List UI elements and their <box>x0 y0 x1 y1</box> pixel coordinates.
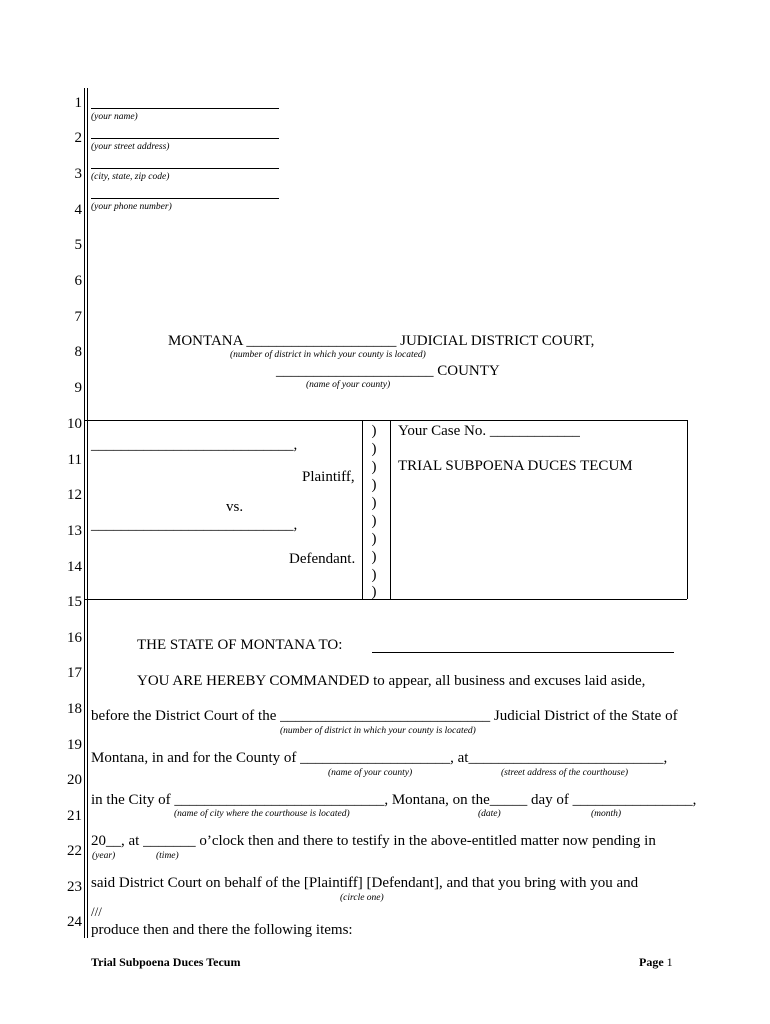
date-note: (date) <box>478 809 501 819</box>
line-number: 2 <box>74 130 82 146</box>
caption-paren: ) <box>371 423 377 439</box>
phone-line <box>91 198 279 199</box>
line-number: 10 <box>67 416 82 432</box>
city-line <box>91 168 279 169</box>
time-line: 20__, at _______ o’clock then and there to testify in the above-entitled matter now pending in <box>91 833 656 849</box>
phone-note: (your phone number) <box>91 202 172 212</box>
line-number: 19 <box>67 737 82 753</box>
line-number: 5 <box>74 237 82 253</box>
page-label: Page <box>639 955 664 969</box>
party-line: said District Court on behalf of the [Plaintiff] [Defendant], and that you bring with you and <box>91 875 639 891</box>
county-line: Montana, in and for the County of ____________________, at__________________________, <box>91 750 668 766</box>
caption-paren: ) <box>371 477 377 493</box>
line-number: 21 <box>67 808 82 824</box>
caption-paren: ) <box>371 549 377 565</box>
plaintiff-blank: ___________________________, <box>91 437 298 453</box>
line-number: 9 <box>74 380 82 396</box>
line-number: 17 <box>67 665 82 681</box>
footer-title: Trial Subpoena Duces Tecum <box>91 955 241 969</box>
document-title: TRIAL SUBPOENA DUCES TECUM <box>398 458 633 474</box>
line-number: 16 <box>67 630 82 646</box>
district-note: (number of district in which your county is located) <box>230 350 426 360</box>
county-note: (name of your county) <box>306 380 391 390</box>
to-line: THE STATE OF MONTANA TO: <box>137 637 343 653</box>
line-number: 1 <box>74 95 82 111</box>
time-note: (time) <box>156 851 179 861</box>
line-number: 15 <box>67 594 82 610</box>
items-line: produce then and there the following items: <box>91 922 353 938</box>
county-title: _____________________ COUNTY <box>276 363 500 379</box>
name-line <box>91 108 279 109</box>
line-number: 18 <box>67 701 82 717</box>
caption-paren: ) <box>371 513 377 529</box>
caption-paren: ) <box>371 441 377 457</box>
court-title: MONTANA ____________________ JUDICIAL DISTRICT COURT, <box>168 333 595 349</box>
plaintiff-label: Plaintiff, <box>302 469 355 485</box>
line-number: 6 <box>74 273 82 289</box>
recipient-line <box>372 652 674 653</box>
line-number: 24 <box>67 914 82 930</box>
city-note-2: (name of city where the courthouse is located) <box>174 809 350 819</box>
caption-paren: ) <box>371 567 377 583</box>
district-line: before the District Court of the ____________________________ Judicial District of the State of <box>91 708 678 724</box>
line-number: 12 <box>67 487 82 503</box>
line-number: 23 <box>67 879 82 895</box>
line-number: 20 <box>67 772 82 788</box>
county-note-2: (name of your county) <box>328 768 413 778</box>
caption-paren: ) <box>371 459 377 475</box>
line-number: 4 <box>74 202 82 218</box>
line-number: 7 <box>74 309 82 325</box>
street-line <box>91 138 279 139</box>
case-number: Your Case No. ____________ <box>398 423 580 439</box>
vs-label: vs. <box>226 499 244 515</box>
caption-right-box <box>362 420 688 599</box>
page-indicator <box>639 955 673 970</box>
line-number: 8 <box>74 344 82 360</box>
city-date-line: in the City of ____________________________, Montana, on the_____ day of ________________, <box>91 792 697 808</box>
defendant-label: Defendant. <box>289 551 356 567</box>
district-note-2: (number of district in which your county is located) <box>280 726 476 736</box>
margin-rule <box>87 88 88 938</box>
defendant-blank: ___________________________, <box>91 517 298 533</box>
commanded-line: YOU ARE HEREBY COMMANDED to appear, all business and excuses laid aside, <box>137 673 646 689</box>
caption-bottom-rule <box>84 599 687 600</box>
courthouse-address-note: (street address of the courthouse) <box>501 768 628 778</box>
line-number: 13 <box>67 523 82 539</box>
caption-paren: ) <box>371 584 377 600</box>
city-note: (city, state, zip code) <box>91 172 170 182</box>
line-number: 3 <box>74 166 82 182</box>
line-number: 22 <box>67 843 82 859</box>
caption-paren: ) <box>371 531 377 547</box>
line-number: 11 <box>67 452 82 468</box>
street-note: (your street address) <box>91 142 170 152</box>
caption-divider <box>390 420 391 599</box>
year-note: (year) <box>92 851 116 861</box>
margin-rule <box>84 88 85 938</box>
page-number: 1 <box>666 955 673 969</box>
continuation-marks: /// <box>91 904 102 919</box>
line-number: 14 <box>67 559 82 575</box>
caption-paren: ) <box>371 495 377 511</box>
name-note: (your name) <box>91 112 138 122</box>
month-note: (month) <box>591 809 622 819</box>
circle-one-note: (circle one) <box>340 893 384 903</box>
